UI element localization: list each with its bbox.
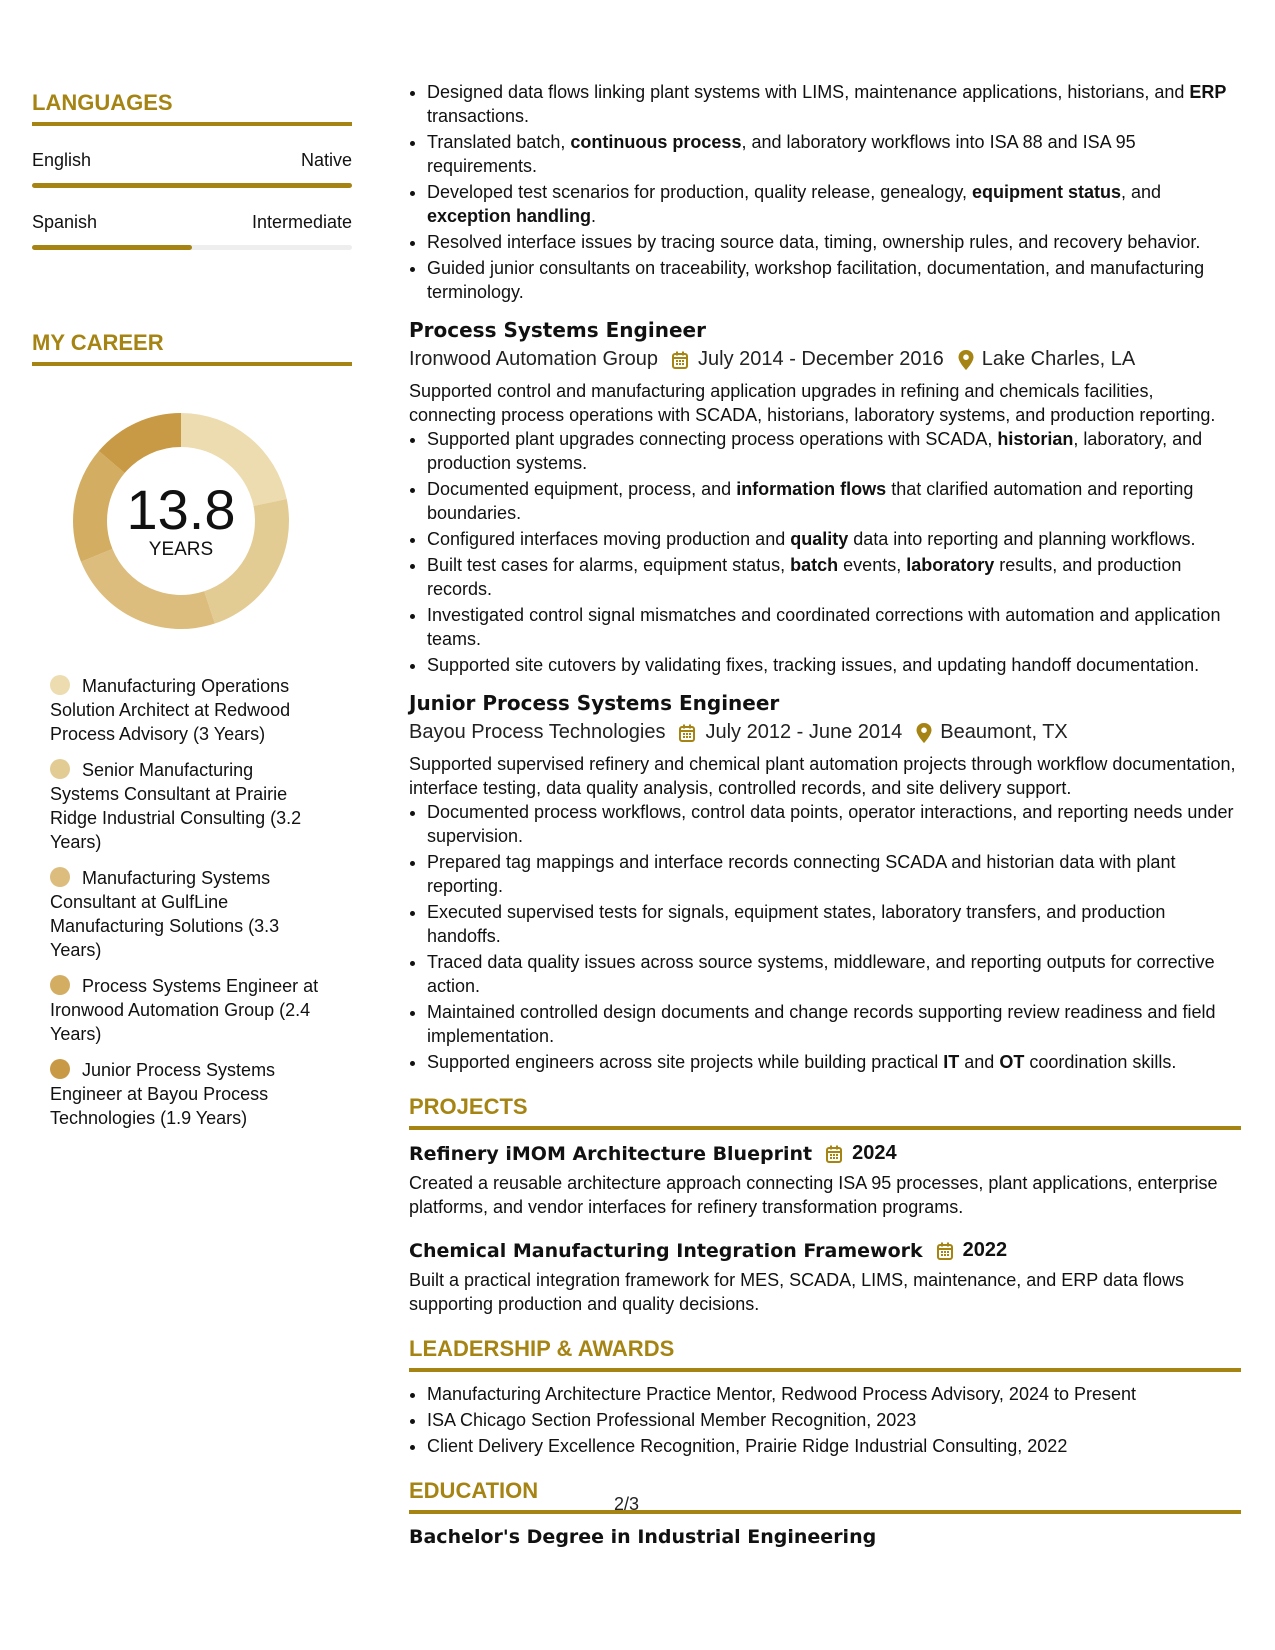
award-item: • ISA Chicago Section Professional Member Recognition, 2023 xyxy=(427,1408,1241,1432)
calendar-icon xyxy=(937,1242,953,1260)
bullet-text: Supported engineers across site projects while building practical xyxy=(427,1052,944,1072)
languages-title: LANGUAGES xyxy=(32,90,352,126)
language-row xyxy=(32,150,352,171)
bullet-text: Traced data quality issues across source systems, middleware, and reporting outputs for corrective action. xyxy=(427,952,1215,996)
bullet-text: results, and production records. xyxy=(427,555,1182,599)
bullet-item xyxy=(427,230,1241,254)
education-title: EDUCATION xyxy=(409,1478,1241,1514)
languages-list xyxy=(32,150,352,250)
experience-list xyxy=(409,318,1241,1074)
projects-title: PROJECTS xyxy=(409,1094,1241,1130)
job-company: Ironwood Automation Group xyxy=(409,348,659,370)
education-section xyxy=(409,1478,1241,1548)
language-name: English xyxy=(32,150,92,170)
bullet-emphasis: equipment status xyxy=(972,182,1122,202)
bullet-text: transactions. xyxy=(427,106,530,126)
calendar-icon xyxy=(672,351,688,369)
career-donut xyxy=(66,406,296,636)
job-meta xyxy=(409,721,1241,744)
bullet-text: Guided junior consultants on traceability, workshop facilitation, documentation, and manufacturing terminology. xyxy=(427,258,1205,302)
calendar-icon xyxy=(826,1145,842,1163)
projects-list xyxy=(409,1142,1241,1316)
career-role-label: Senior Manufacturing Systems Consultant at Prairie Ridge Industrial Consulting (3.2 Years) xyxy=(50,760,302,852)
bullet-text: . xyxy=(591,206,597,226)
bullet-item xyxy=(427,180,1241,228)
award-item: • Manufacturing Architecture Practice Mentor, Redwood Process Advisory, 2024 to Present xyxy=(427,1382,1241,1406)
job-location: Beaumont, TX xyxy=(940,721,1068,743)
bullet-text: coordination skills. xyxy=(1024,1052,1177,1072)
bullet-text: Designed data flows linking plant systems with LIMS, maintenance applications, historians, and xyxy=(427,82,1190,102)
project-name: Chemical Manufacturing Integration Framework xyxy=(409,1239,923,1262)
bullet-text: , and laboratory workflows into ISA 88 and ISA 95 requirements. xyxy=(427,132,1136,176)
bullet-text: Resolved interface issues by tracing source data, timing, ownership rules, and recovery behavior. xyxy=(427,232,1201,252)
career-legend-item xyxy=(50,974,320,1046)
bullet-text: , laboratory, and production systems. xyxy=(427,429,1203,473)
bullet-text: Translated batch, xyxy=(427,132,571,152)
legend-dot xyxy=(50,1059,70,1079)
bullet-text: Investigated control signal mismatches and coordinated corrections with automation and application teams. xyxy=(427,605,1221,649)
job-bullets xyxy=(409,427,1241,677)
bullet-text: Built test cases for alarms, equipment status, xyxy=(427,555,791,575)
bullet-emphasis: IT xyxy=(943,1052,960,1072)
career-legend-item xyxy=(50,866,320,962)
language-level-fill xyxy=(32,245,192,250)
bullet-text: , and xyxy=(1121,182,1162,202)
language-level-bar xyxy=(32,183,352,188)
career-title: MY CAREER xyxy=(32,330,352,366)
bullet-emphasis: OT xyxy=(999,1052,1025,1072)
bullet-item xyxy=(427,1050,1241,1074)
project-title-row xyxy=(409,1142,1241,1165)
bullet-item xyxy=(427,603,1241,651)
job-location: Lake Charles, LA xyxy=(981,348,1136,370)
bullet-text: Supported plant upgrades connecting process operations with SCADA, xyxy=(427,429,998,449)
bullet-text: events, xyxy=(838,555,907,575)
job-description: Supported control and manufacturing application upgrades in refining and chemicals facilities, connecting process operations with SCADA, historians, laboratory systems, and production reporting. xyxy=(409,381,1216,425)
project-description: Built a practical integration framework for MES, SCADA, LIMS, maintenance, and ERP data flows supporting production and quality decisions. xyxy=(409,1270,1185,1314)
job-company: Bayou Process Technologies xyxy=(409,721,666,743)
bullet-item xyxy=(427,130,1241,178)
bullet-emphasis: historian xyxy=(997,429,1074,449)
language-level-bar xyxy=(32,245,352,250)
job-title: Junior Process Systems Engineer xyxy=(409,691,780,715)
leadership-title: LEADERSHIP & AWARDS xyxy=(409,1336,1241,1372)
bullet-item xyxy=(427,850,1241,898)
bullet-text: Maintained controlled design documents and change records supporting review readiness and field implementation. xyxy=(427,1002,1216,1046)
legend-dot xyxy=(50,675,70,695)
bullet-text: that clarified automation and reporting boundaries. xyxy=(427,479,1194,523)
career-total-unit: YEARS xyxy=(148,539,214,560)
project-name: Refinery iMOM Architecture Blueprint xyxy=(409,1142,813,1165)
sidebar xyxy=(32,90,352,1142)
career-total-years: 13.8 xyxy=(126,478,236,541)
job-title: Process Systems Engineer xyxy=(409,318,706,342)
job-entry xyxy=(409,691,1241,1074)
bullet-text: Executed supervised tests for signals, equipment states, laboratory transfers, and production handoffs. xyxy=(427,902,1166,946)
legend-dot xyxy=(50,975,70,995)
bullet-text: Supported site cutovers by validating fixes, tracking issues, and updating handoff documentation. xyxy=(427,655,1200,675)
location-pin-icon xyxy=(916,723,932,743)
legend-dot xyxy=(50,867,70,887)
bullet-item xyxy=(427,427,1241,475)
bullet-item xyxy=(427,80,1241,128)
main-content xyxy=(409,80,1241,1548)
page-number: 2/3 xyxy=(614,1494,640,1514)
job-meta xyxy=(409,348,1241,371)
bullet-item xyxy=(427,950,1241,998)
career-legend-item xyxy=(50,674,320,746)
leadership-section xyxy=(409,1336,1241,1458)
donut-center xyxy=(66,406,296,636)
project-year: 2024 xyxy=(852,1142,897,1164)
bullet-emphasis: exception handling xyxy=(427,206,592,226)
bullet-item xyxy=(427,527,1241,551)
bullet-text: data into reporting and planning workflows. xyxy=(848,529,1196,549)
prior-job-bullets xyxy=(409,80,1241,304)
bullet-text: and xyxy=(959,1052,1000,1072)
career-role-label: Junior Process Systems Engineer at Bayou Process Technologies (1.9 Years) xyxy=(50,1060,276,1128)
project-title-row xyxy=(409,1239,1241,1262)
language-row xyxy=(32,212,352,233)
bullet-emphasis: ERP xyxy=(1189,82,1227,102)
bullet-item xyxy=(427,477,1241,525)
bullet-item xyxy=(427,256,1241,304)
job-entry xyxy=(409,318,1241,677)
bullet-item xyxy=(427,553,1241,601)
language-name: Spanish xyxy=(32,212,98,232)
career-section xyxy=(32,330,352,1130)
location-pin-icon xyxy=(958,350,974,370)
legend-dot xyxy=(50,759,70,779)
career-legend-item xyxy=(50,1058,320,1130)
bullet-emphasis: continuous process xyxy=(570,132,742,152)
bullet-item xyxy=(427,800,1241,848)
bullet-text: Prepared tag mappings and interface records connecting SCADA and historian data with plant reporting. xyxy=(427,852,1176,896)
bullet-text: Developed test scenarios for production, quality release, genealogy, xyxy=(427,182,972,202)
job-description: Supported supervised refinery and chemical plant automation projects through workflow documentation, interface testing, data quality analysis, controlled records, and site delivery support. xyxy=(409,754,1236,798)
project-description: Created a reusable architecture approach connecting ISA 95 processes, plant applications, enterprise platforms, and vendor interfaces for refinery transformation programs. xyxy=(409,1173,1218,1217)
job-bullets xyxy=(409,800,1241,1074)
job-dates: July 2012 - June 2014 xyxy=(705,721,903,743)
calendar-icon xyxy=(679,724,695,742)
bullet-text: Configured interfaces moving production and xyxy=(427,529,791,549)
language-level: Intermediate xyxy=(251,212,352,232)
career-role-label: Manufacturing Operations Solution Architect at Redwood Process Advisory (3 Years) xyxy=(50,676,291,744)
bullet-emphasis: information flows xyxy=(736,479,887,499)
education-degree: Bachelor's Degree in Industrial Engineering xyxy=(409,1526,877,1548)
bullet-text: Documented process workflows, control data points, operator interactions, and reporting needs under supervision. xyxy=(427,802,1234,846)
career-legend-item xyxy=(50,758,320,854)
leadership-list xyxy=(409,1382,1241,1458)
bullet-emphasis: laboratory xyxy=(906,555,995,575)
bullet-emphasis: batch xyxy=(790,555,839,575)
job-dates: July 2014 - December 2016 xyxy=(698,348,944,370)
career-legend xyxy=(32,674,320,1130)
bullet-item xyxy=(427,900,1241,948)
bullet-item xyxy=(427,1000,1241,1048)
bullet-text: Documented equipment, process, and xyxy=(427,479,737,499)
bullet-item xyxy=(427,653,1241,677)
project-year: 2022 xyxy=(962,1239,1008,1261)
career-role-label: Manufacturing Systems Consultant at GulfLine Manufacturing Solutions (3.3 Years) xyxy=(50,868,280,960)
bullet-emphasis: quality xyxy=(790,529,849,549)
award-item: • Client Delivery Excellence Recognition, Prairie Ridge Industrial Consulting, 2022 xyxy=(427,1434,1241,1458)
career-role-label: Process Systems Engineer at Ironwood Automation Group (2.4 Years) xyxy=(50,976,319,1044)
language-level-fill xyxy=(32,183,352,188)
language-level: Native xyxy=(300,150,352,170)
projects-section xyxy=(409,1094,1241,1316)
